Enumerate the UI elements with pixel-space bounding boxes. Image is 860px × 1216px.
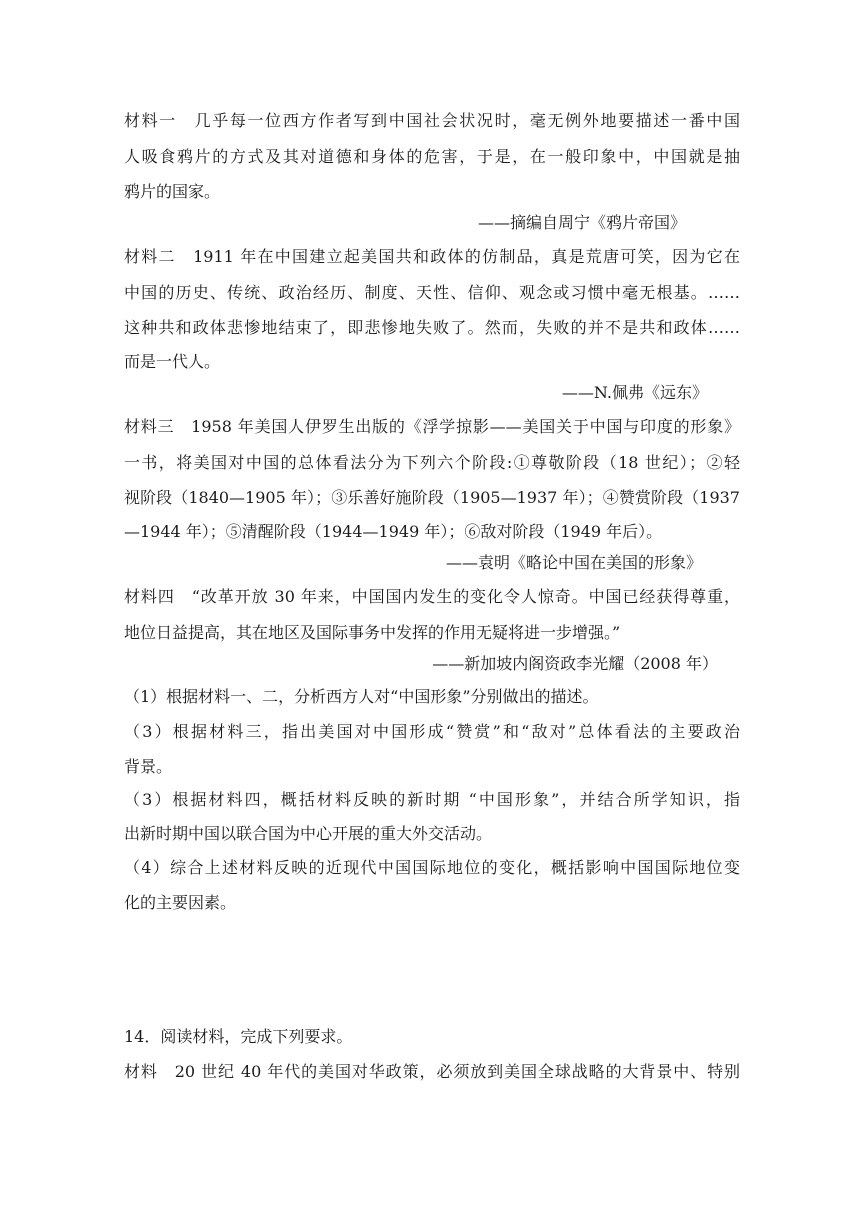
question-2-line-1: （3）根据材料三，指出美国对中国形成“赞赏”和“敌对”总体看法的主要政治 xyxy=(124,722,740,741)
material-1-line-3: 鸦片的国家。 xyxy=(124,182,221,201)
material-2-line-3: 这种共和政体悲惨地结束了，即悲惨地失败了。然而，失败的并不是共和政体…… xyxy=(124,318,740,337)
material-1-source: ——摘编自周宁《鸦片帝国》 xyxy=(477,213,686,232)
question-14-heading: 14．阅读材料，完成下列要求。 xyxy=(124,1027,353,1046)
material-4-source: ——新加坡内阁资政李光耀（2008 年） xyxy=(432,654,718,673)
material-2-source: ——N.佩弗《远东》 xyxy=(561,383,708,402)
material-3-line-1: 材料三 1958 年美国人伊罗生出版的《浮学掠影——美国关于中国与印度的形象》 xyxy=(124,417,740,436)
question-1-line-1: （1）根据材料一、二，分析西方人对“中国形象”分别做出的描述。 xyxy=(124,687,599,706)
material-3-line-4: —1944 年）；⑤清醒阶段（1944—1949 年）；⑥敌对阶段（1949 年后）。 xyxy=(124,522,663,541)
material-3-source: ——袁明《略论中国在美国的形象》 xyxy=(445,553,702,572)
material-3-line-3: 视阶段（1840—1905 年）；③乐善好施阶段（1905—1937 年）；④赞赏阶段（1937 xyxy=(124,488,740,507)
material-4-line-2: 地位日益提高，其在地区及国际事务中发挥的作用无疑将进一步增强。” xyxy=(124,623,621,642)
material-1-line-1: 材料一 几乎每一位西方作者写到中国社会状况时，毫无例外地要描述一番中国 xyxy=(124,111,740,130)
material-2-line-2: 中国的历史、传统、政治经历、制度、天性、信仰、观念或习惯中毫无根基。…… xyxy=(124,283,740,302)
material-2-line-1: 材料二 1911 年在中国建立起美国共和政体的仿制品，真是荒唐可笑，因为它在 xyxy=(124,247,740,266)
question-14-material-line: 材料 20 世纪 40 年代的美国对华政策，必须放到美国全球战略的大背景中、特别 xyxy=(124,1062,740,1081)
question-2-line-2: 背景。 xyxy=(124,757,173,776)
material-1-line-2: 人吸食鸦片的方式及其对道德和身体的危害，于是，在一般印象中，中国就是抽 xyxy=(124,147,740,166)
question-3-line-1: （3）根据材料四，概括材料反映的新时期 “中国形象”，并结合所学知识，指 xyxy=(124,790,740,809)
material-2-line-4: 而是一代人。 xyxy=(124,352,221,371)
material-4-line-1: 材料四 “改革开放 30 年来，中国国内发生的变化令人惊奇。中国已经获得尊重， xyxy=(124,587,740,606)
material-3-line-2: 一书，将美国对中国的总体看法分为下列六个阶段:①尊敬阶段（18 世纪）；②轻 xyxy=(124,453,740,472)
question-4-line-1: （4）综合上述材料反映的近现代中国国际地位的变化，概括影响中国国际地位变 xyxy=(124,858,740,877)
question-3-line-2: 出新时期中国以联合国为中心开展的重大外交活动。 xyxy=(124,824,493,843)
question-4-line-2: 化的主要因素。 xyxy=(124,893,237,912)
